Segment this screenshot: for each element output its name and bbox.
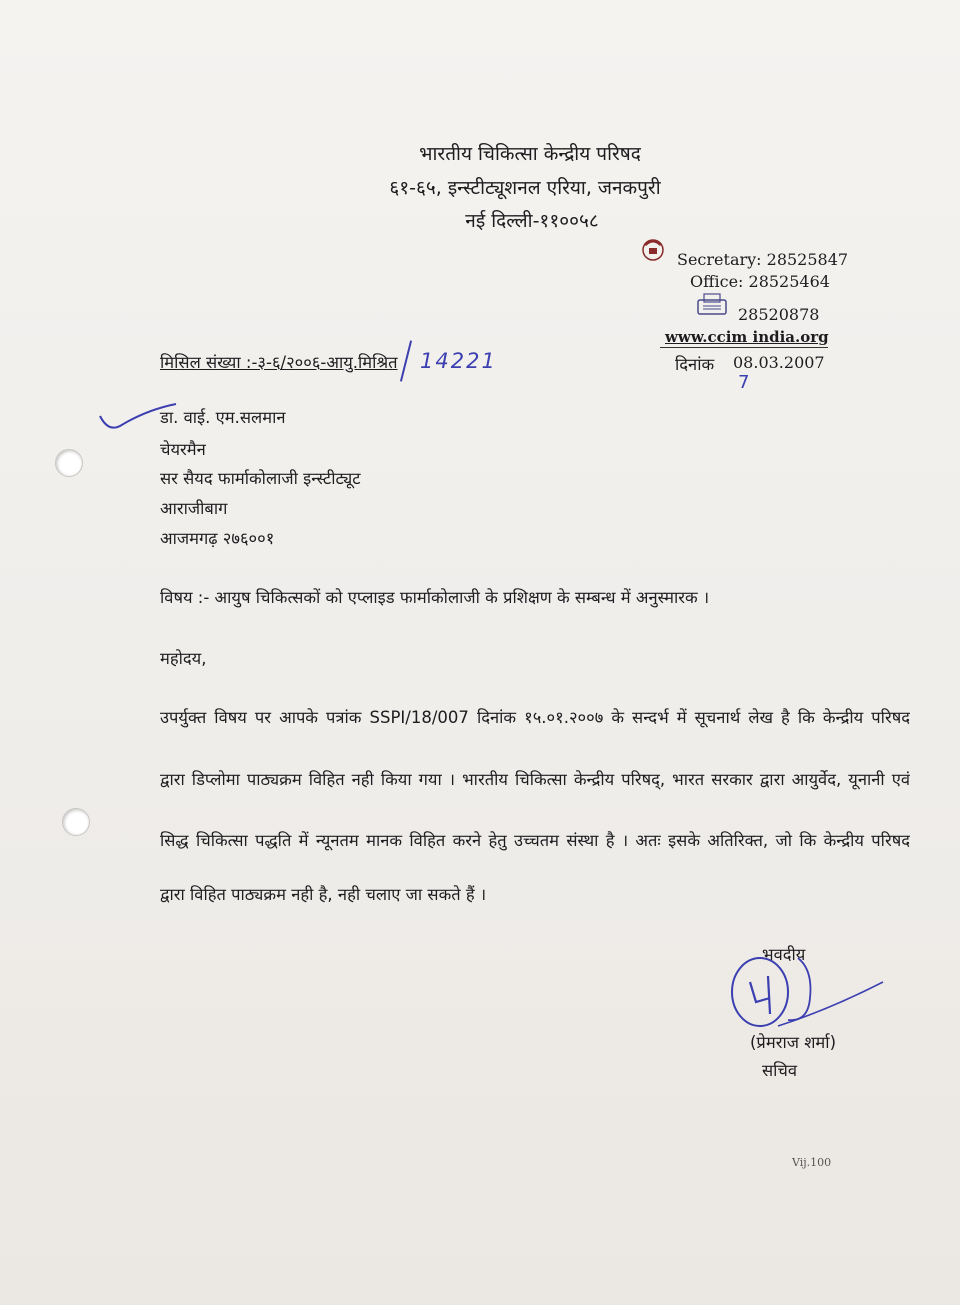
website-link[interactable]: www.ccim india.org bbox=[665, 328, 829, 346]
handwritten-slash bbox=[400, 340, 412, 381]
date-label: दिनांक bbox=[675, 355, 715, 374]
org-address-line1: ६१-६५, इन्स्टीट्यूशनल एरिया, जनकपुरी bbox=[389, 177, 661, 199]
org-address-line2: नई दिल्ली-११००५८ bbox=[465, 210, 599, 232]
signatory-name: (प्रेमराज शर्मा) bbox=[750, 1033, 837, 1052]
recipient-organization: सर सैयद फार्माकोलाजी इन्स्टीट्यूट bbox=[160, 469, 361, 488]
website-rule bbox=[660, 347, 828, 348]
recipient-designation: चेयरमैन bbox=[160, 440, 206, 459]
punch-hole-top bbox=[55, 449, 83, 477]
punch-hole-bottom bbox=[62, 808, 90, 836]
body-line-4: द्वारा विहित पाठ्यक्रम नही है, नही चलाए जा सकते हैं । bbox=[160, 885, 487, 904]
handwritten-dispatch-number: 14221 bbox=[420, 349, 497, 373]
body-line-3: सिद्ध चिकित्सा पद्धति में न्यूनतम मानक विहित करने हेतु उच्चतम संस्था है । अतः इसके अतिरिक्त, जो कि केन्द्रीय परिषद bbox=[160, 831, 910, 850]
closing: भवदीय bbox=[762, 945, 806, 964]
signatory-designation: सचिव bbox=[762, 1061, 798, 1080]
handwritten-signature bbox=[718, 940, 888, 1035]
secretary-phone: Secretary: 28525847 bbox=[677, 250, 849, 269]
body-line-2: द्वारा डिप्लोमा पाठ्यक्रम विहित नही किया गया । भारतीय चिकित्सा केन्द्रीय परिषद्, भारत सरकार द्वारा आयुर्वेद, यूनानी एवं bbox=[160, 770, 910, 789]
file-number: मिसिल संख्या :-३-६/२००६-आयु.मिश्रित bbox=[160, 353, 398, 372]
body-line-1: उपर्युक्त विषय पर आपके पत्रांक SSPI/18/007 दिनांक १५.०१.२००७ के सन्दर्भ में सूचनार्थ लेख है कि केन्द्रीय परिषद bbox=[160, 708, 910, 727]
recipient-locality: आराजीबाग bbox=[160, 499, 228, 518]
office-phone: Office: 28525464 bbox=[690, 272, 830, 291]
date-correction: 7 bbox=[738, 372, 750, 393]
recipient-name: डा. वाई. एम.सलमान bbox=[160, 408, 286, 427]
subject-line: विषय :- आयुष चिकित्सकों को एप्लाइड फार्माकोलाजी के प्रशिक्षण के सम्बन्ध में अनुस्मारक । bbox=[160, 588, 710, 607]
form-code: Vij.100 bbox=[792, 1156, 832, 1169]
salutation: महोदय, bbox=[160, 649, 207, 668]
fax-icon bbox=[695, 292, 729, 316]
date-value: 08.03.2007 bbox=[733, 353, 825, 372]
telephone-icon bbox=[638, 233, 668, 263]
org-name: भारतीय चिकित्सा केन्द्रीय परिषद bbox=[419, 143, 641, 165]
recipient-city: आजमगढ़ २७६००१ bbox=[160, 529, 275, 548]
fax-number: 28520878 bbox=[738, 305, 820, 324]
